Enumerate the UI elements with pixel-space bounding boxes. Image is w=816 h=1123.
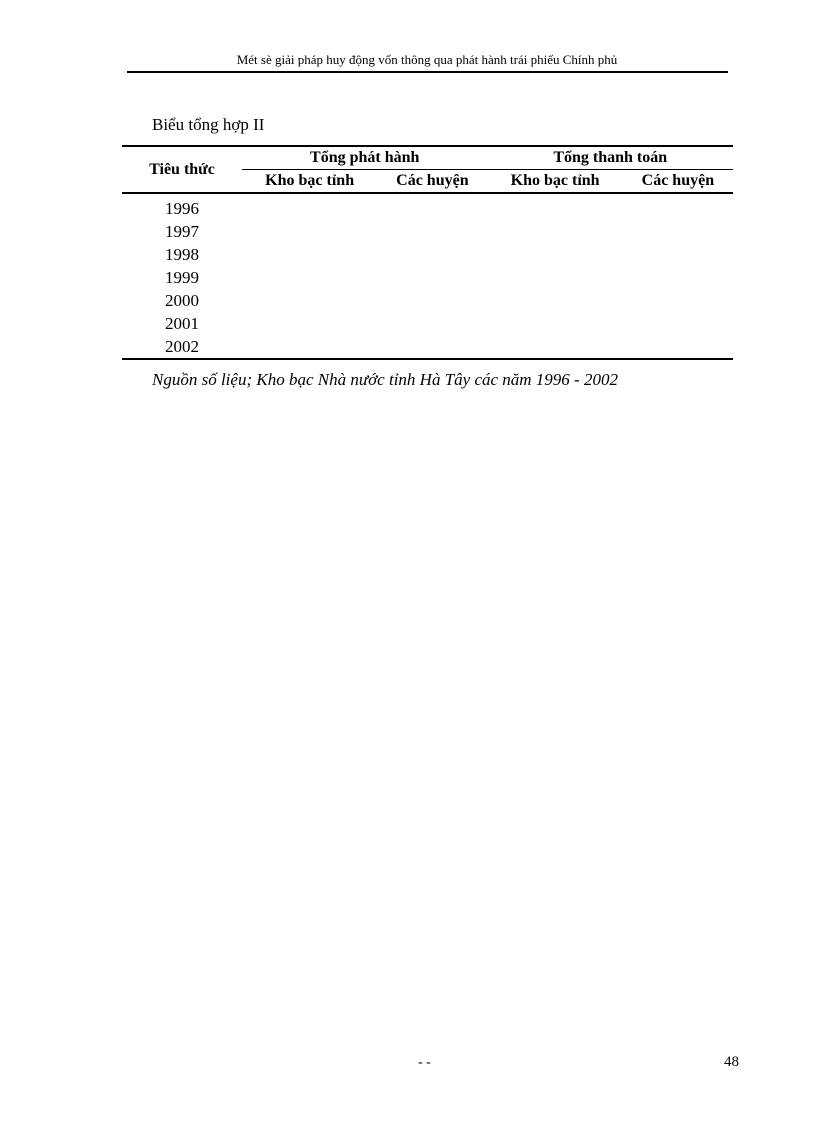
year-cell: 2002 [122, 335, 242, 359]
data-cell [242, 193, 377, 220]
table-header-row [122, 146, 733, 170]
data-cell [623, 220, 733, 243]
group-header-issuance: Tổng phát hành [242, 146, 487, 170]
data-cell [487, 220, 622, 243]
data-cell [487, 266, 622, 289]
table-row [122, 243, 733, 266]
source-note: Nguồn số liệu; Kho bạc Nhà nước tỉnh Hà Tây các năm 1996 - 2002 [152, 370, 618, 389]
data-cell [487, 193, 622, 220]
table-row [122, 266, 733, 289]
data-cell [242, 312, 377, 335]
data-cell [487, 335, 622, 359]
data-cell [377, 312, 487, 335]
year-cell: 1997 [165, 222, 199, 241]
data-cell [623, 193, 733, 220]
data-cell [377, 193, 487, 220]
column-header: Các huyện [377, 170, 487, 194]
data-cell [487, 243, 622, 266]
data-cell [242, 266, 377, 289]
column-header: Các huyện [623, 170, 733, 194]
running-header: Mét sè giải pháp huy động vốn thông qua phát hành trái phiếu Chính phủ [236, 52, 618, 67]
data-cell [377, 266, 487, 289]
data-cell [377, 335, 487, 359]
data-cell [377, 289, 487, 312]
year-cell: 2001 [165, 314, 199, 333]
page-number: 48 [724, 1054, 739, 1070]
data-cell [623, 243, 733, 266]
year-cell: 1996 [165, 199, 199, 218]
summary-table [122, 145, 733, 360]
table-row [122, 312, 733, 335]
data-cell [487, 312, 622, 335]
year-cell: 1999 [165, 268, 199, 287]
column-header: Kho bạc tỉnh [242, 170, 377, 194]
row-header-cell: Tiêu thức [122, 146, 242, 193]
data-cell [623, 289, 733, 312]
table-row [122, 220, 733, 243]
column-header: Kho bạc tỉnh [487, 170, 622, 194]
data-cell [487, 289, 622, 312]
data-cell [242, 289, 377, 312]
data-cell [377, 243, 487, 266]
table-caption: Biểu tổng hợp II [152, 115, 265, 134]
data-cell [623, 266, 733, 289]
header-rule [127, 71, 728, 73]
year-cell: 1998 [165, 245, 199, 264]
table-row [122, 193, 733, 220]
table-row [122, 335, 733, 359]
group-header-payment: Tổng thanh toán [487, 146, 733, 170]
table-row [122, 289, 733, 312]
data-cell [242, 243, 377, 266]
data-cell [242, 220, 377, 243]
data-cell [623, 312, 733, 335]
year-cell: 2000 [165, 291, 199, 310]
data-cell [242, 335, 377, 359]
footer-dash: - - [418, 1055, 431, 1070]
data-cell [623, 335, 733, 359]
data-cell [377, 220, 487, 243]
